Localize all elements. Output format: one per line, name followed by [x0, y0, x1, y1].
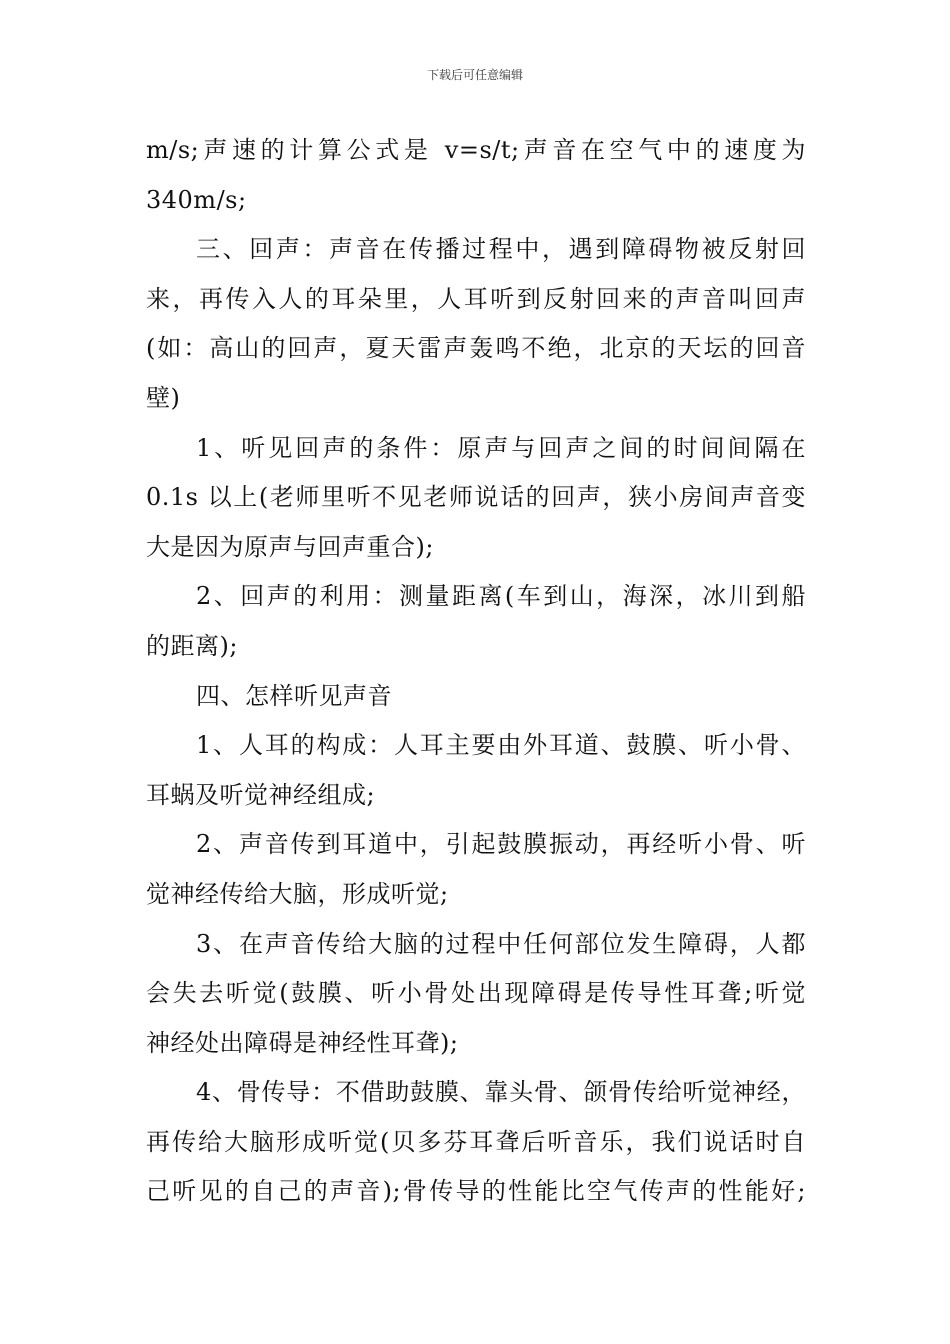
text-line: 来，再传入人的耳朵里，人耳听到反射回来的声音叫回声: [146, 284, 806, 313]
list-item-ear-structure: 1、人耳的构成：人耳主要由外耳道、鼓膜、听小骨、: [196, 731, 806, 760]
list-item-echo-use: 2、回声的利用：测量距离(车到山，海深，冰川到船: [196, 582, 806, 611]
document-body: [146, 126, 806, 1217]
list-item-bone-conduction: 4、骨传导：不借助鼓膜、靠头骨、颌骨传给听觉神经，: [196, 1078, 806, 1107]
page-header: 下载后可任意编辑: [426, 68, 523, 82]
text-line: 神经处出障碍是神经性耳聋);: [146, 1028, 459, 1057]
section-heading-hearing: 四、怎样听见声音: [196, 681, 392, 710]
text-line: 己听见的自己的声音);骨传导的性能比空气传声的性能好;: [146, 1177, 806, 1206]
text-line: 340m/s;: [146, 185, 247, 214]
text-line: 会失去听觉(鼓膜、听小骨处出现障碍是传导性耳聋;听觉: [146, 979, 806, 1008]
text-line: 耳蜗及听觉神经组成;: [146, 780, 376, 809]
text-line: 0.1s 以上(老师里听不见老师说话的回声，狭小房间声音变: [146, 483, 806, 512]
text-line: (如：高山的回声，夏天雷声轰鸣不绝，北京的天坛的回音: [146, 334, 806, 363]
text-line: m/s;声速的计算公式是 v=s/t;声音在空气中的速度为: [146, 136, 806, 164]
list-item-sound-to-ear: 2、声音传到耳道中，引起鼓膜振动，再经听小骨、听: [196, 830, 806, 859]
text-line: 再传给大脑形成听觉(贝多芬耳聋后听音乐，我们说话时自: [146, 1127, 806, 1156]
text-line: 觉神经传给大脑，形成听觉;: [146, 879, 449, 908]
text-line: 的距离);: [146, 631, 238, 660]
list-item-echo-condition: 1、听见回声的条件：原声与回声之间的时间间隔在: [196, 433, 806, 462]
text-line: 大是因为原声与回声重合);: [146, 532, 434, 561]
list-item-hearing-loss: 3、在声音传给大脑的过程中任何部位发生障碍，人都: [196, 929, 806, 958]
section-heading-echo: 三、回声：声音在传播过程中，遇到障碍物被反射回: [196, 235, 806, 264]
text-line: 壁): [146, 383, 181, 412]
